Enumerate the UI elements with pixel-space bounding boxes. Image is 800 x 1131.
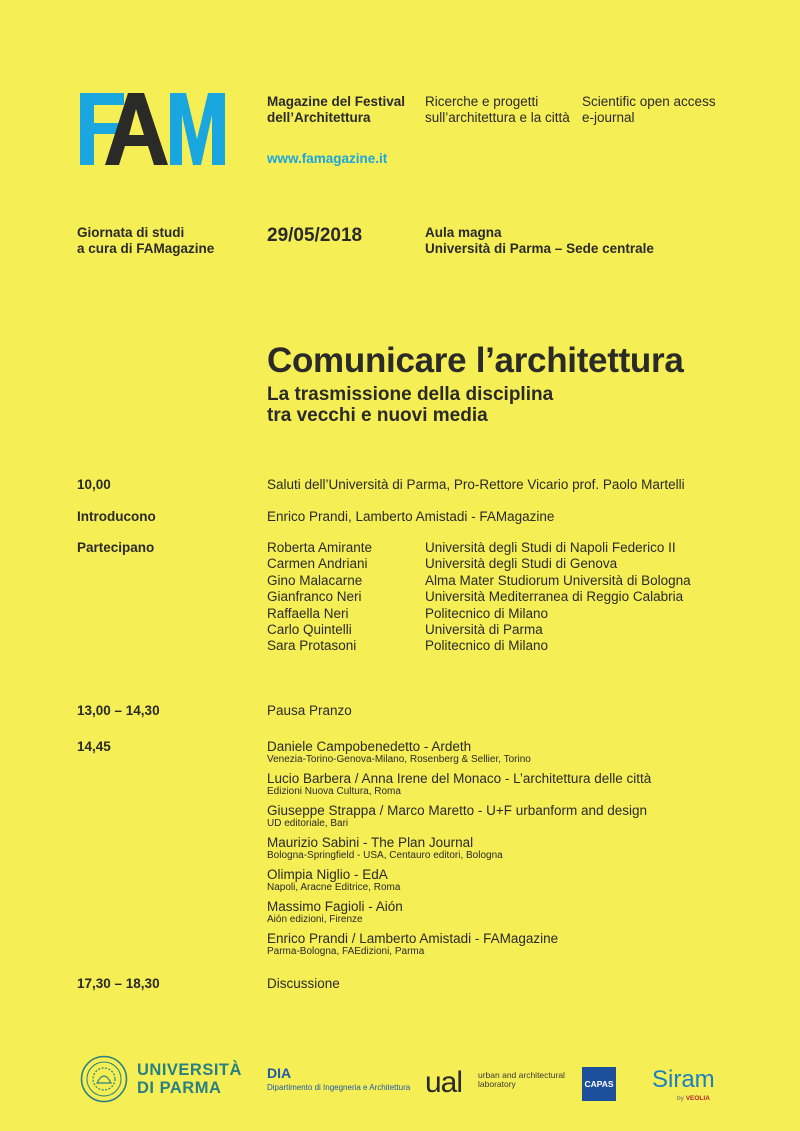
talk-publisher: Venezia-Torino-Genova-Milano, Rosenberg & Sellier, Torino — [267, 754, 531, 765]
talk-publisher: Aión edizioni, Firenze — [267, 914, 363, 925]
participant-affiliations — [425, 540, 691, 655]
page-subtitle: La trasmissione della disciplina tra vecchi e nuovi media — [267, 384, 554, 426]
participant-affiliation: Università degli Studi di Napoli Federico II — [425, 540, 676, 555]
participant-name: Gianfranco Neri — [267, 589, 362, 605]
program-label-participants: Partecipano — [77, 540, 155, 555]
dia-logo: DIA — [267, 1065, 292, 1081]
participant-affiliation: Università di Parma — [425, 622, 543, 638]
talk-item — [267, 739, 787, 766]
page-title: Comunicare l’architettura — [267, 341, 684, 380]
participant-name: Gino Malacarne — [267, 572, 363, 588]
program-time-1: 10,00 — [77, 477, 111, 492]
talk-publisher: Bologna-Springfield - USA, Centauro editori, Bologna — [267, 850, 503, 861]
participant-affiliation: Università degli Studi di Genova — [425, 556, 618, 572]
participant-name: Carmen Andriani — [267, 556, 368, 572]
event-venue: Aula magna Università di Parma – Sede centrale — [425, 225, 654, 256]
header-col-2: Ricerche e progetti sull’architettura e la città — [425, 94, 570, 125]
talk-title: Enrico Prandi / Lamberto Amistadi - FAMagazine — [267, 931, 559, 946]
participant-affiliation: Politecnico di Milano — [425, 638, 549, 654]
website-link[interactable]: www.famagazine.it — [267, 151, 388, 166]
program-label-intro: Introducono — [77, 509, 156, 524]
talk-title: Maurizio Sabini - The Plan Journal — [267, 835, 474, 850]
talk-publisher: Edizioni Nuova Cultura, Roma — [267, 786, 401, 797]
capas-logo: CAPAS — [582, 1067, 616, 1101]
participant-affiliation: Università Mediterranea di Reggio Calabria — [425, 589, 684, 605]
program-item-lunch: Pausa Pranzo — [267, 703, 352, 718]
talk-item — [267, 835, 787, 862]
participant-name: Sara Protasoni — [267, 638, 357, 654]
talk-publisher: Napoli, Aracne Editrice, Roma — [267, 882, 401, 893]
talk-publisher: Parma-Bologna, FAEdizioni, Parma — [267, 946, 425, 957]
siram-logo: Siram — [652, 1066, 715, 1093]
participant-name: Raffaella Neri — [267, 605, 349, 621]
talk-title: Olimpia Niglio - EdA — [267, 867, 388, 882]
talk-item — [267, 771, 787, 798]
program-time-discussion: 17,30 – 18,30 — [77, 976, 160, 991]
talk-publisher: UD editoriale, Bari — [267, 818, 349, 829]
fam-logo — [80, 93, 225, 165]
program-time-lunch: 13,00 – 14,30 — [77, 703, 160, 718]
event-date: 29/05/2018 — [267, 225, 363, 246]
ual-caption: urban and architectural laboratory — [478, 1070, 565, 1089]
program-item-discussion: Discussione — [267, 976, 340, 991]
program-time-afternoon: 14,45 — [77, 739, 111, 754]
talk-title: Lucio Barbera / Anna Irene del Monaco - L’architettura delle città — [267, 771, 652, 786]
talk-item — [267, 899, 787, 926]
event-organizer: Giornata di studi a cura di FAMagazine — [77, 225, 215, 256]
veolia-caption: by VEOLIA — [677, 1095, 710, 1102]
participant-name: Carlo Quintelli — [267, 622, 352, 638]
header-col-3: Scientific open access e-journal — [582, 94, 716, 125]
talk-list — [267, 739, 787, 963]
talk-title: Daniele Campobenedetto - Ardeth — [267, 739, 472, 754]
university-parma-logo: UNIVERSITÀ DI PARMA — [137, 1061, 242, 1097]
participant-names — [267, 540, 372, 655]
talk-item — [267, 931, 787, 958]
talk-item — [267, 803, 787, 830]
talk-title: Massimo Fagioli - Aión — [267, 899, 403, 914]
header-col-1: Magazine del Festival dell’Architettura — [267, 94, 406, 125]
dia-subtitle: Dipartimento di Ingegneria e Architettura — [267, 1083, 411, 1092]
university-seal-icon — [80, 1055, 128, 1103]
participant-affiliation: Alma Mater Studiorum Università di Bologna — [425, 572, 691, 588]
participant-name: Roberta Amirante — [267, 540, 373, 555]
participant-affiliation: Politecnico di Milano — [425, 605, 549, 621]
talk-title: Giuseppe Strappa / Marco Maretto - U+F urbanform and design — [267, 803, 648, 818]
talk-item — [267, 867, 787, 894]
program-item-intro: Enrico Prandi, Lamberto Amistadi - FAMagazine — [267, 509, 555, 524]
program-item-1: Saluti dell’Università di Parma, Pro-Rettore Vicario prof. Paolo Martelli — [267, 477, 685, 492]
ual-logo: ual — [425, 1066, 463, 1099]
